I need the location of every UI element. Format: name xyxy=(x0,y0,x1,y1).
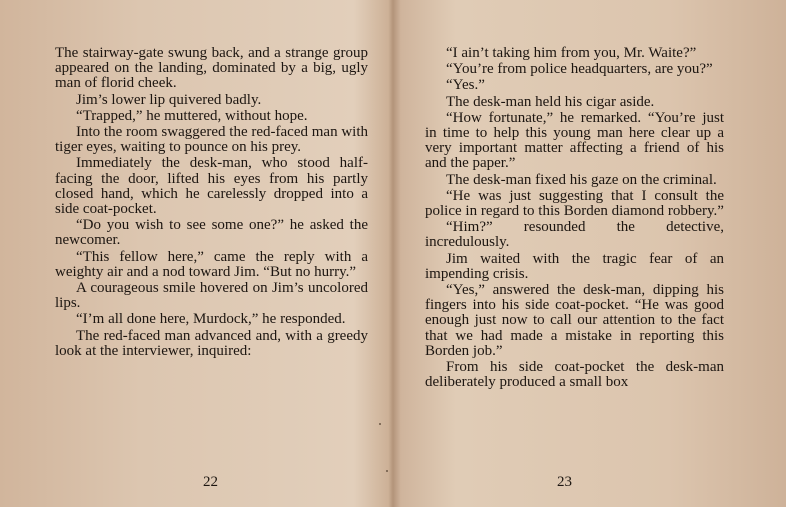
paragraph: “I ain’t taking him from you, Mr. Waite?” xyxy=(446,45,697,61)
page-number: 23 xyxy=(557,474,572,490)
left-page xyxy=(55,46,368,496)
paragraph: “Him?” resounded the detective, incredulously. xyxy=(425,219,724,251)
paragraph: Jim’s lower lip quivered badly. xyxy=(76,91,262,108)
paragraph: “I’m all done here, Murdock,” he responded. xyxy=(76,311,346,328)
paragraph: The red-faced man advanced and, with a greedy look at the interviewer, inquired: xyxy=(55,327,368,359)
paper-speck xyxy=(386,470,388,472)
paragraph: Into the room swaggered the red-faced man with tiger eyes, waiting to pounce on his prey. xyxy=(55,124,368,156)
paragraph: “Yes,” answered the desk-man, dipping his fingers into his side coat-pocket. “He was good enough just now to call our attention to the fact that we had made a mistake in reporting this Borden job.” xyxy=(425,282,724,359)
paragraph: Jim waited with the tragic fear of an impending crisis. xyxy=(425,250,724,282)
paragraph: “You’re from police headquarters, are you?” xyxy=(446,61,713,78)
paragraph: The stairway-gate swung back, and a strange group appeared on the landing, dominated by a big, ugly man of florid cheek. xyxy=(55,45,368,92)
paragraph: “How fortunate,” he remarked. “You’re just in time to help this young man here clear up a very important matter affecting a friend of his and the paper.” xyxy=(425,109,724,172)
paragraph: “Do you wish to see some one?” he asked the newcomer. xyxy=(55,217,368,249)
paragraph: “Trapped,” he muttered, without hope. xyxy=(76,107,308,124)
paragraph: From his side coat-pocket the desk-man deliberately produced a small box xyxy=(425,359,724,391)
paragraph: A courageous smile hovered on Jim’s uncolored lips. xyxy=(55,280,368,312)
paragraph: Immediately the desk-man, who stood half-facing the door, lifted his eyes from his partly closed hand, which he carelessly dropped into a side coat-pocket. xyxy=(55,155,368,218)
right-page xyxy=(425,46,724,496)
page-number: 22 xyxy=(203,474,218,490)
paragraph: “Yes.” xyxy=(446,77,485,94)
paragraph: “This fellow here,” came the reply with a weighty air and a nod toward Jim. “But no hurry.” xyxy=(55,248,368,280)
paragraph: “He was just suggesting that I consult the police in regard to this Borden diamond robbery.” xyxy=(425,187,724,220)
paper-speck xyxy=(379,423,381,425)
paragraph: The desk-man fixed his gaze on the criminal. xyxy=(446,171,717,188)
paragraph: The desk-man held his cigar aside. xyxy=(446,93,655,110)
